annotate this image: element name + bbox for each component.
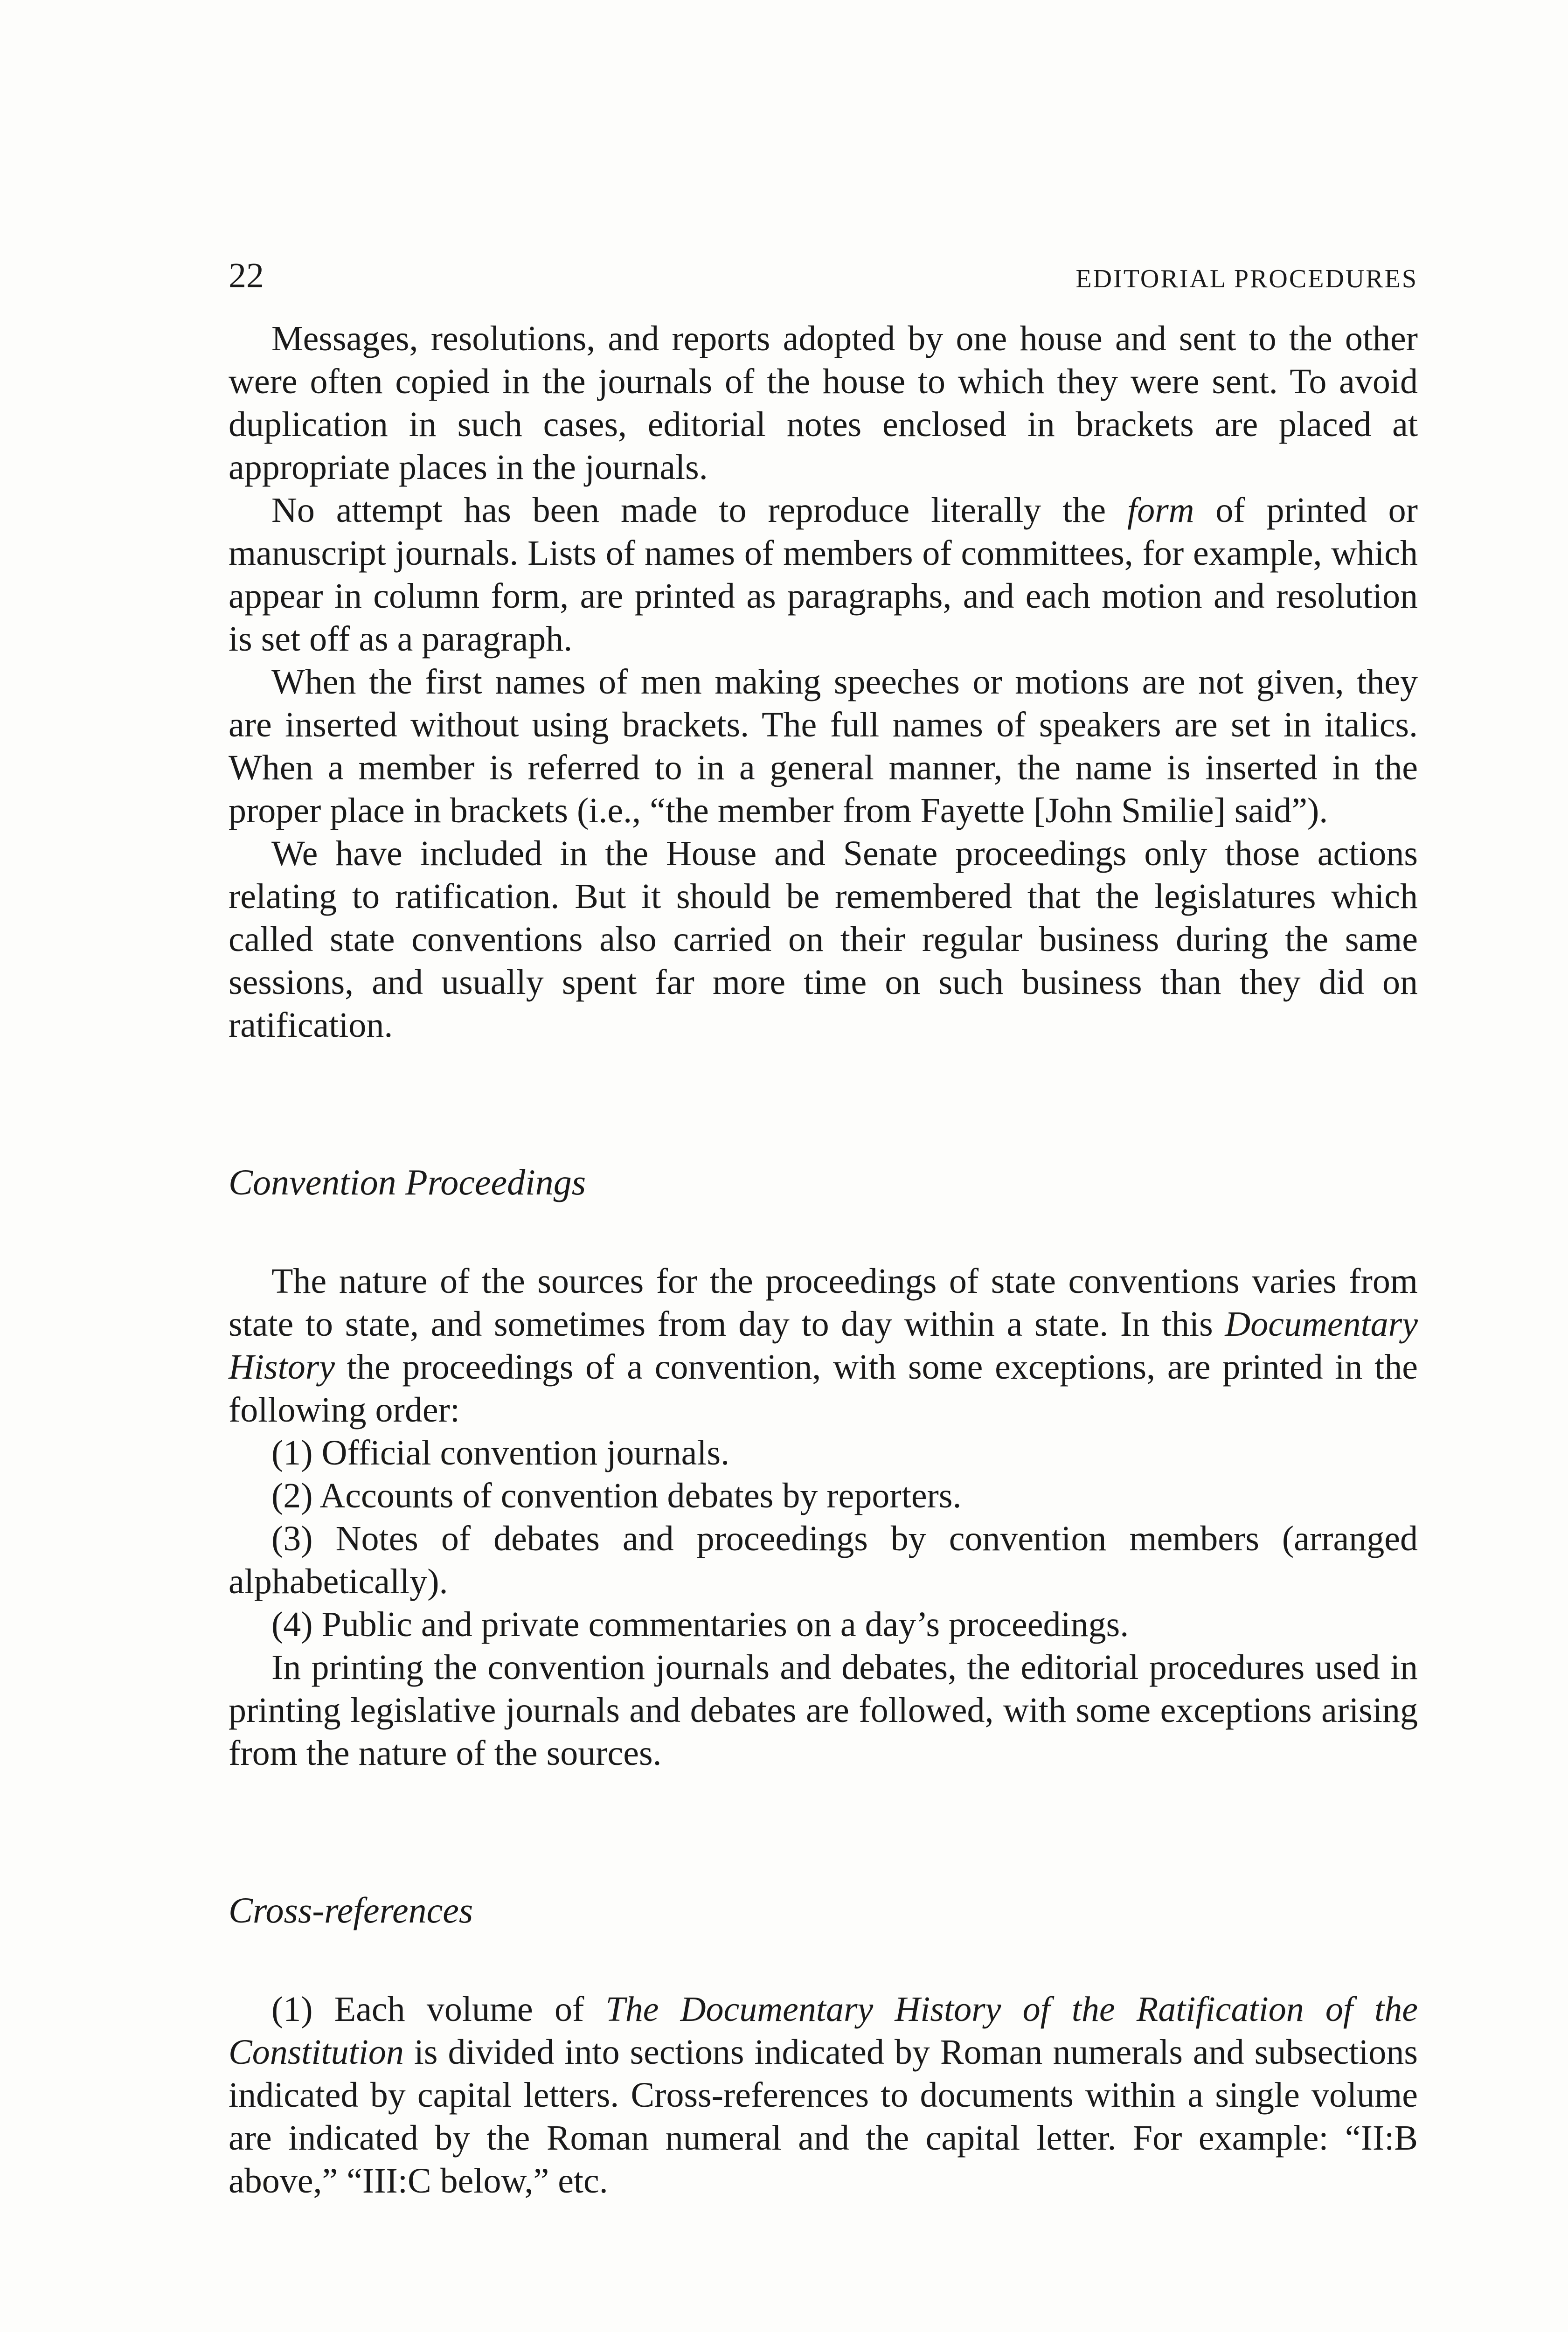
paragraph-form-italic: form <box>1127 491 1194 530</box>
heading-spacer <box>229 1932 1418 1988</box>
running-head: EDITORIAL PROCEDURES <box>1075 264 1418 293</box>
list-item-reporters: (2) Accounts of convention debates by reporters. <box>271 1476 962 1515</box>
paragraph-form-after: of printed or manuscript journals. Lists of names of members of committees, for example, which appear in column form, are printed as paragraphs, and each motion and resolution is set off as a paragraph. <box>229 491 1418 659</box>
paragraph-messages: Messages, resolutions, and reports adopted by one house and sent to the other were often copied in the journals of the house to which they were sent. To avoid duplication in such cases, editorial notes enclosed in brackets are placed at appropriate places in the journals. <box>229 319 1418 487</box>
crossref-p1-italic: The Documentary History of the Ratification of the Constitution <box>229 1990 1418 2072</box>
page-number: 22 <box>229 256 264 295</box>
paragraph-form <box>229 489 1418 660</box>
paragraph-form-before: No attempt has been made to reproduce literally the <box>271 491 1127 530</box>
list-item-member-notes: (3) Notes of debates and proceedings by convention members (arranged alphabetically). <box>229 1519 1418 1601</box>
paragraph-convention-sources <box>229 1260 1418 1431</box>
paragraph-cross-references <box>229 1988 1418 2202</box>
crossref-p1-after: is divided into sections indicated by Roman numerals and subsections indicated by capital letters. Cross-references to documents within a single volume are indicated by the Roman numeral and the capital letter. For example: “II:B above,” “III:C below,” etc. <box>229 2033 1418 2200</box>
paragraph-printing-procedures: In printing the convention journals and debates, the editorial procedures used in printing legislative journals and debates are followed, with some exceptions arising from the nature of the sources. <box>229 1648 1418 1773</box>
section-spacer <box>229 1047 1418 1161</box>
text-column <box>229 317 1418 2202</box>
section-spacer <box>229 1775 1418 1889</box>
convention-p1-italic: Documentary History <box>229 1305 1418 1387</box>
paragraph-first-names: When the first names of men making speeches or motions are not given, they are inserted without using brackets. The full names of speakers are set in italics. When a member is referred to in a general manner, the name is inserted in the proper place in brackets (i.e., “the member from Fayette [John Smilie] said”). <box>229 662 1418 830</box>
convention-p1-after: the proceedings of a convention, with some exceptions, are printed in the following order: <box>229 1347 1418 1430</box>
heading-spacer <box>229 1204 1418 1260</box>
list-item-commentaries: (4) Public and private commentaries on a day’s proceedings. <box>271 1605 1129 1644</box>
heading-cross-references: Cross-references <box>229 1890 473 1930</box>
page-header <box>229 256 1418 296</box>
list-item-journals: (1) Official convention journals. <box>271 1433 730 1472</box>
crossref-p1-before: (1) Each volume of <box>271 1990 606 2029</box>
convention-p1-before: The nature of the sources for the proceedings of state conventions varies from state to state, and sometimes from day to day within a state. In this <box>229 1262 1418 1344</box>
heading-convention-proceedings: Convention Proceedings <box>229 1162 586 1202</box>
paragraph-ratification-actions: We have included in the House and Senate proceedings only those actions relating to ratification. But it should be remembered that the legislatures which called state conventions also carried on their regular business during the same sessions, and usually spent far more time on such business than they did on ratification. <box>229 834 1418 1045</box>
